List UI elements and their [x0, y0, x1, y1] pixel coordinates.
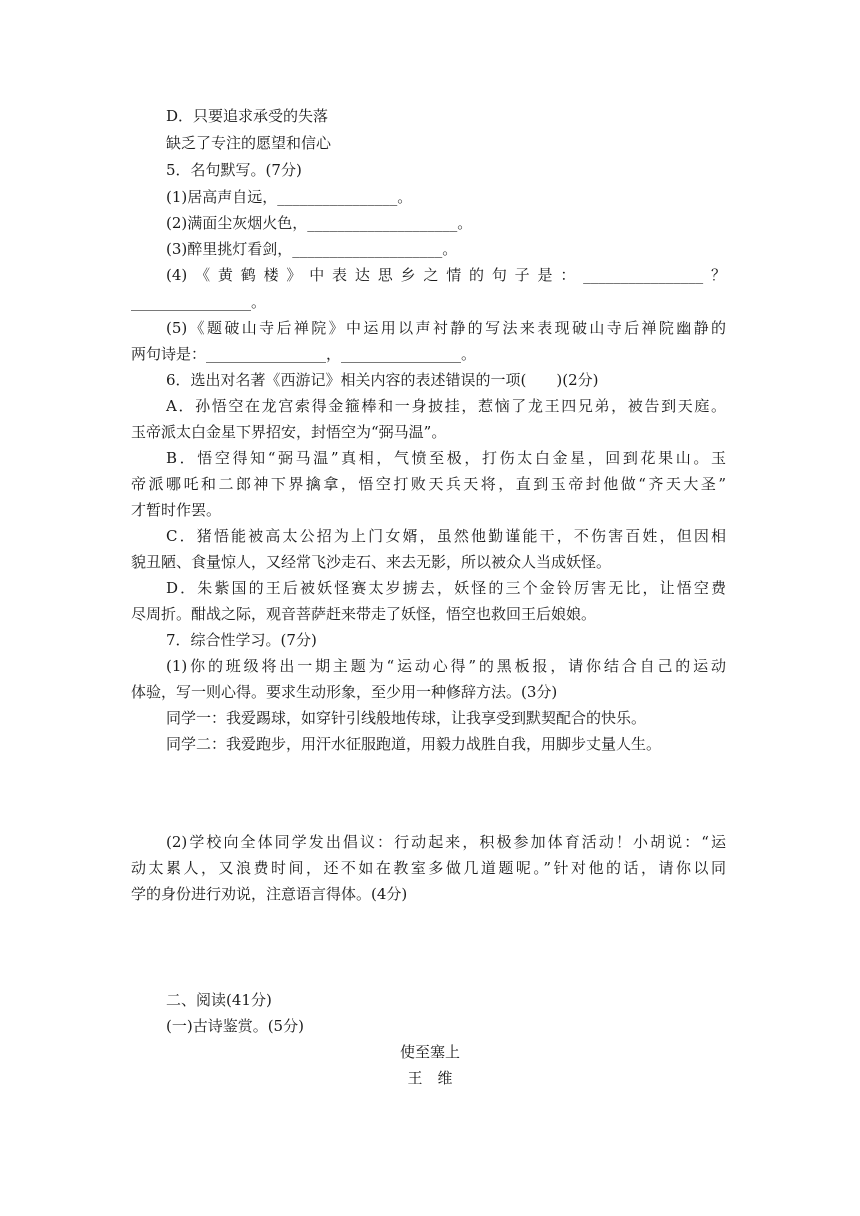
question-6-option-c-cont: 貌丑陋、食量惊人，又经常飞沙走石、来去无影，所以被众人当成妖怪。 — [131, 553, 612, 571]
question-6-option-d: D．朱紫国的王后被妖怪赛太岁掳去，妖怪的三个金铃厉害无比，让悟空费 — [166, 579, 726, 597]
question-5-heading: 5．名句默写。(7分) — [166, 161, 302, 179]
question-6-option-a: A．孙悟空在龙宫索得金箍棒和一身披挂，惹恼了龙王四兄弟，被告到天庭。 — [166, 397, 726, 415]
option-d-line: D．只要追求承受的失落 — [166, 107, 329, 125]
question-7-part-2-cont2: 学的身份进行劝说，注意语言得体。(4分) — [131, 885, 408, 903]
question-7-part-1: (1)你的班级将出一期主题为“运动心得”的黑板报，请你结合自己的运动 — [166, 657, 726, 675]
text-line: 缺乏了专注的愿望和信心 — [166, 134, 332, 152]
question-5-item-2: (2)满面尘灰烟火色，____________________。 — [166, 214, 473, 232]
student-one-example: 同学一：我爱踢球，如穿针引线般地传球，让我享受到默契配合的快乐。 — [166, 709, 647, 727]
student-two-example: 同学二：我爱跑步，用汗水征服跑道，用毅力战胜自我，用脚步丈量人生。 — [166, 735, 662, 753]
question-5-item-5-cont: 两句诗是：________________，________________。 — [131, 345, 477, 363]
poem-author: 王 维 — [407, 1069, 453, 1087]
question-6-option-c: C．猪悟能被高太公招为上门女婿，虽然他勤谨能干，不伤害百姓，但因相 — [166, 527, 726, 545]
question-7-part-1-cont: 体验，写一则心得。要求生动形象，至少用一种修辞方法。(3分) — [131, 683, 558, 701]
question-7-part-2-cont: 动太累人，又浪费时间，还不如在教室多做几道题呢。”针对他的话，请你以同 — [131, 859, 726, 877]
question-6-option-b-cont2: 才暂时作罢。 — [131, 501, 222, 519]
question-6-option-b: B．悟空得知“弼马温”真相，气愤至极，打伤太白金星，回到花果山。玉 — [166, 449, 726, 467]
subsection-heading: (一)古诗鉴赏。(5分) — [166, 1017, 304, 1035]
question-6-heading: 6．选出对名著《西游记》相关内容的表述错误的一项( )(2分) — [166, 371, 599, 389]
question-7-heading: 7．综合性学习。(7分) — [166, 631, 317, 649]
question-5-item-4: (4)《黄鹤楼》中表达思乡之情的句子是：________________？ — [166, 266, 726, 284]
question-5-item-4-cont: ________________。 — [131, 293, 267, 311]
question-6-option-d-cont: 尽周折。酣战之际，观音菩萨赶来带走了妖怪，悟空也救回王后娘娘。 — [131, 605, 597, 623]
question-6-option-a-cont: 玉帝派太白金星下界招安，封悟空为“弼马温”。 — [131, 423, 447, 441]
section-2-heading: 二、阅读(41分) — [166, 991, 272, 1009]
poem-title: 使至塞上 — [399, 1043, 460, 1061]
question-5-item-1: (1)居高声自远，________________。 — [166, 188, 413, 206]
question-7-part-2: (2)学校向全体同学发出倡议：行动起来，积极参加体育活动！小胡说：“运 — [166, 833, 726, 851]
question-5-item-5: (5)《题破山寺后禅院》中运用以声衬静的写法来表现破山寺后禅院幽静的 — [166, 319, 726, 337]
question-6-option-b-cont: 帝派哪吒和二郎神下界擒拿，悟空打败天兵天将，直到玉帝封他做“齐天大圣” — [131, 475, 726, 493]
question-5-item-3: (3)醉里挑灯看剑，____________________。 — [166, 240, 458, 258]
